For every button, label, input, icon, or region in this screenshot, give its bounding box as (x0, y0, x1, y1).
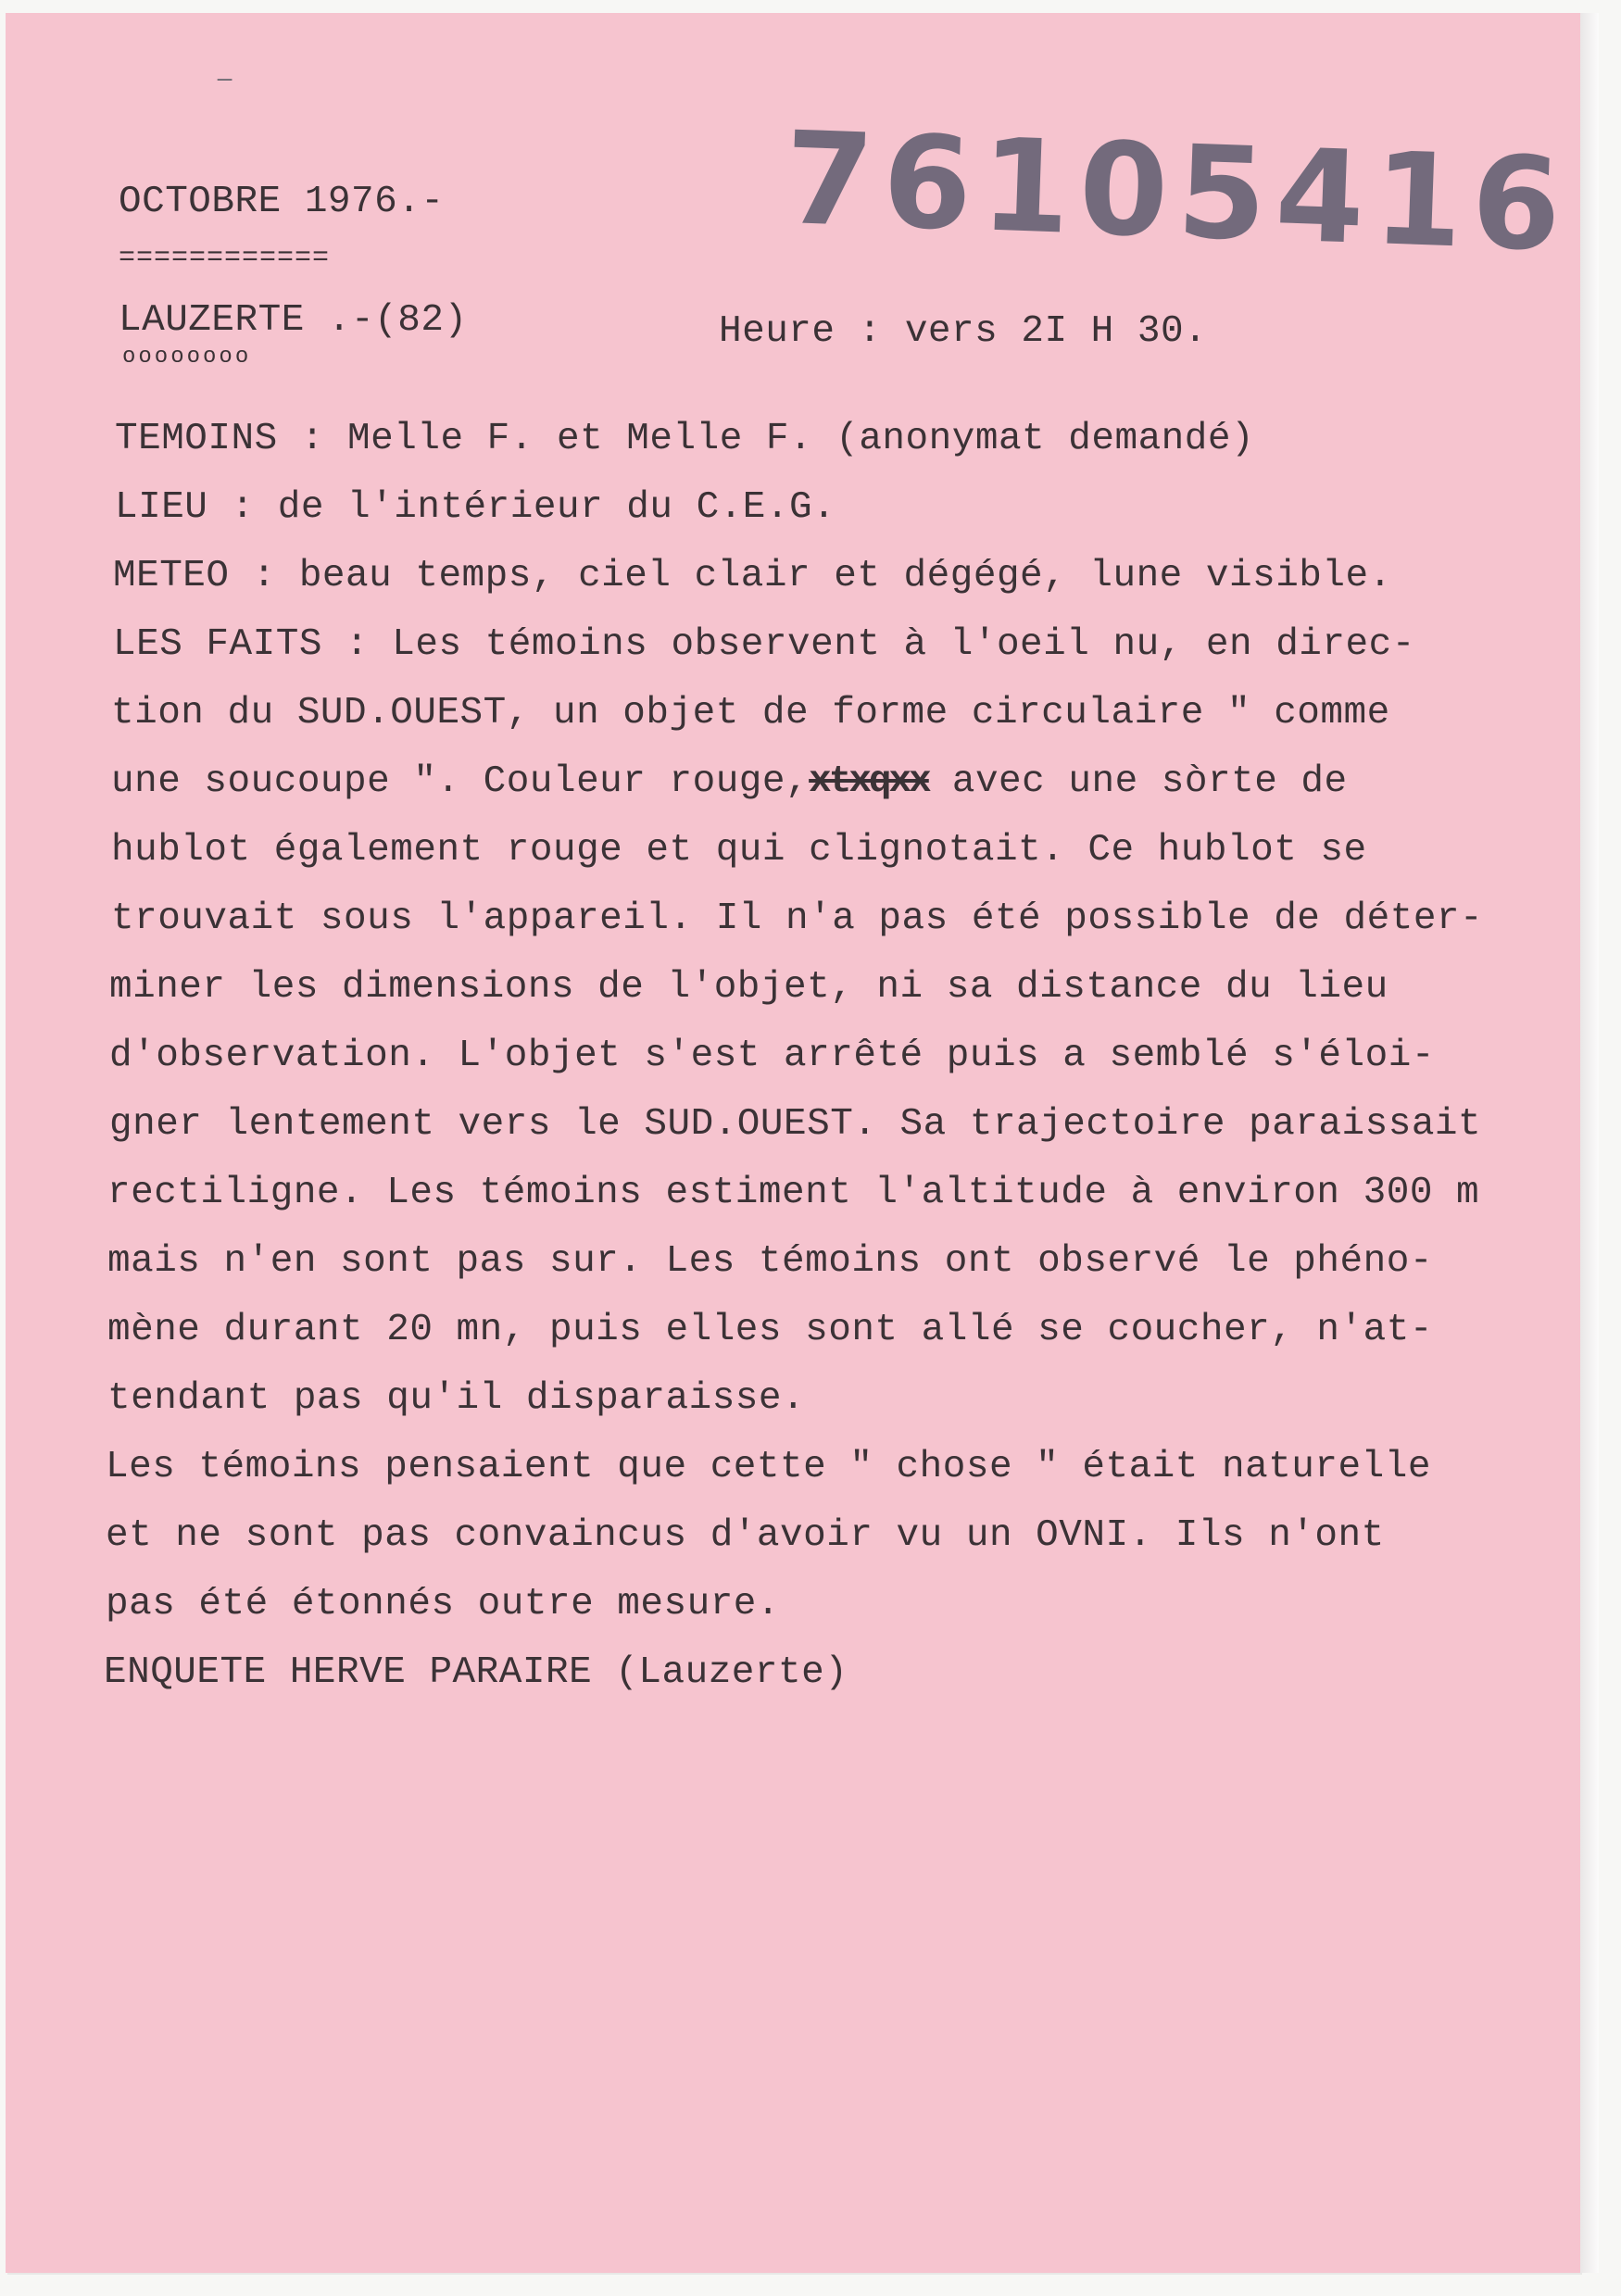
text-line-14: mène durant 20 mn, puis elles sont allé se coucher, n'at- (107, 1309, 1433, 1351)
struck-out-word: xtxqxx (809, 760, 929, 803)
text-line-7: hublot également rouge et qui clignotait. Ce hublot se (111, 829, 1367, 872)
text-line-9: miner les dimensions de l'objet, ni sa distance du lieu (109, 966, 1389, 1009)
place-underline: oooooooo (122, 345, 252, 370)
text-line-1: TEMOINS : Melle F. et Melle F. (anonymat demandé) (115, 418, 1255, 460)
report-date: OCTOBRE 1976.- (119, 181, 445, 223)
text-line-10: d'observation. L'objet s'est arrêté puis a semblé s'éloi- (109, 1035, 1435, 1077)
text-line-3: METEO : beau temps, ciel clair et dégégé, lune visible. (113, 555, 1392, 597)
text-line-2: LIEU : de l'intérieur du C.E.G. (115, 486, 836, 529)
case-number-stamp: 76105416 (782, 104, 1573, 281)
text-line-8: trouvait sous l'appareil. Il n'a pas été possible de déter- (111, 897, 1484, 940)
investigator-credit: ENQUETE HERVE PARAIRE (Lauzerte) (104, 1651, 848, 1694)
text-line-12: rectiligne. Les témoins estiment l'altitude à environ 300 m (107, 1172, 1480, 1214)
text-line-13: mais n'en sont pas sur. Les témoins ont observé le phéno- (107, 1240, 1433, 1283)
report-place: LAUZERTE .-(82) (119, 299, 468, 342)
text-line-4: LES FAITS : Les témoins observent à l'oeil nu, en direc- (113, 623, 1415, 666)
text-line-17: et ne sont pas convaincus d'avoir vu un OVNI. Ils n'ont (106, 1514, 1385, 1557)
text-line-6-with-strike: une soucoupe ". Couleur rouge,xtxqxx avec une sòrte de (111, 760, 1348, 803)
sheet-edge (1580, 13, 1599, 2273)
text-line-18: pas été étonnés outre mesure. (106, 1583, 781, 1625)
text-line-15: tendant pas qu'il disparaisse. (107, 1377, 806, 1420)
report-time: Heure : vers 2I H 30. (719, 310, 1208, 353)
text-line-5: tion du SUD.OUEST, un objet de forme circulaire " comme (111, 692, 1390, 734)
date-underline: ============ (119, 243, 331, 274)
text-line-11: gner lentement vers le SUD.OUEST. Sa trajectoire paraissait (109, 1103, 1482, 1146)
text-line-16: Les témoins pensaient que cette " chose " était naturelle (106, 1446, 1431, 1488)
pencil-mark: ⁻ (215, 65, 235, 107)
